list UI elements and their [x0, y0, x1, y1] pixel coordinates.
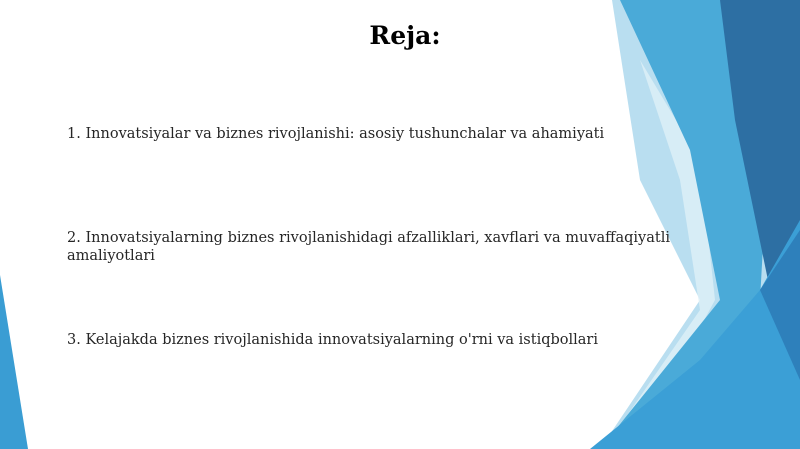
left-accent-shape [0, 275, 28, 449]
plan-item-2: 2. Innovatsiyalarning biznes rivojlanishidagi afzalliklari, xavflari va muvaffaqiyatli amaliyotlari [67, 230, 670, 264]
slide-title: Reja: [369, 21, 441, 50]
plan-item-3: 3. Kelajakda biznes rivojlanishida innovatsiyalarning o'rni va istiqbollari [67, 332, 598, 348]
plan-item-1: 1. Innovatsiyalar va biznes rivojlanishi: asosiy tushunchalar va ahamiyati [67, 126, 605, 142]
